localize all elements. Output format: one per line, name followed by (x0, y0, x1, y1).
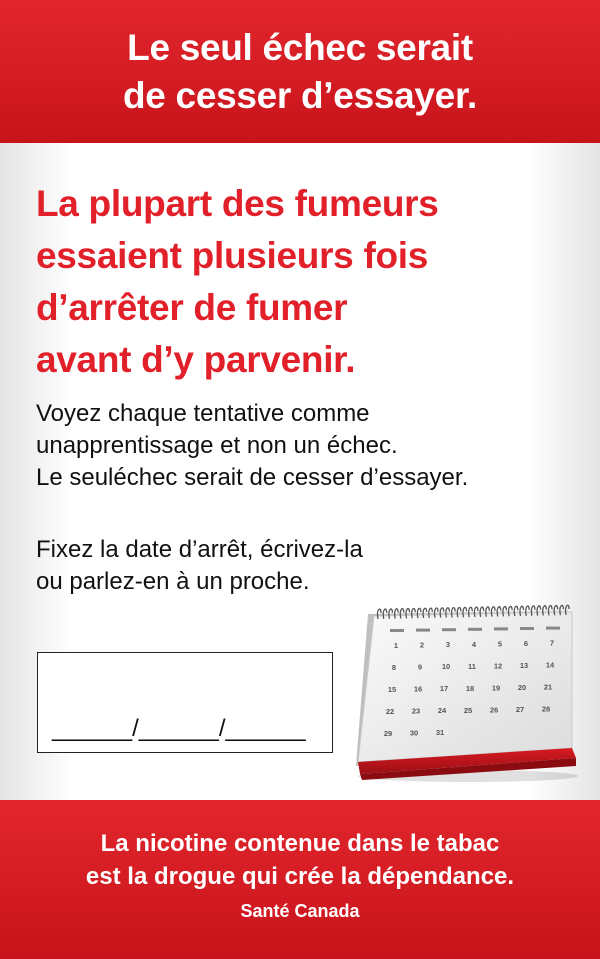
calendar-day: 12 (493, 661, 503, 671)
header-banner (0, 0, 600, 143)
header-line-2: de cesser d’essayer. (122, 75, 477, 116)
advice-paragraph-2 (36, 534, 576, 598)
calendar-day: 10 (441, 662, 451, 672)
calendar-day: 25 (463, 705, 473, 715)
paragraph1-line-3: Le seuléchec serait de cesser d’essayer. (36, 464, 469, 491)
advice-paragraph-1 (36, 398, 576, 494)
footer-line-1: La nicotine contenue dans le tabac (100, 830, 500, 857)
calendar-day: 24 (437, 706, 447, 716)
calendar-day: 2 (419, 640, 425, 650)
quit-date-box[interactable] (37, 652, 333, 753)
calendar-day: 29 (383, 729, 393, 738)
paragraph1-line-1: Voyez chaque tentative comme (36, 400, 370, 427)
calendar-day: 17 (439, 684, 449, 694)
calendar-day: 30 (409, 728, 419, 738)
headline-line-1: La plupart des fumeurs (36, 183, 439, 224)
source-credit: Santé Canada (240, 901, 360, 921)
headline-line-4: avant d’y parvenir. (36, 339, 356, 380)
weekday-label (416, 629, 430, 632)
calendar-day: 9 (417, 662, 423, 672)
calendar-day: 7 (549, 638, 555, 648)
headline-line-2: essaient plusieurs fois (36, 235, 429, 276)
date-blanks: ______/______/______ (52, 715, 306, 742)
weekday-label (520, 627, 534, 630)
calendar-day: 1 (393, 641, 399, 650)
calendar-day: 5 (497, 639, 503, 649)
calendar-day: 20 (517, 683, 527, 692)
calendar-day: 11 (468, 661, 476, 671)
weekday-label (390, 629, 404, 632)
calendar-day: 13 (519, 661, 529, 670)
weekday-label (546, 627, 560, 630)
calendar-day: 16 (413, 684, 423, 694)
weekday-label (442, 628, 456, 631)
calendar-day: 28 (541, 704, 551, 714)
calendar-day: 21 (543, 682, 553, 692)
calendar-day: 22 (385, 707, 395, 716)
weekday-label (494, 627, 508, 630)
calendar-day: 14 (545, 660, 555, 670)
calendar-day: 18 (465, 683, 475, 693)
paragraph1-line-2: unapprentissage et non un échec. (36, 432, 398, 459)
calendar-day: 8 (391, 663, 397, 672)
footer-banner (0, 800, 600, 959)
paragraph2-line-1: Fixez la date d’arrêt, écrivez-la (36, 536, 363, 563)
calendar-day: 31 (435, 728, 445, 738)
headline (36, 178, 576, 386)
calendar-day: 23 (411, 706, 421, 716)
calendar-day: 26 (489, 705, 499, 715)
header-line-1: Le seul échec serait (127, 27, 473, 68)
weekday-label (468, 628, 482, 631)
headline-line-3: d’arrêter de fumer (36, 287, 348, 328)
footer-line-2: est la drogue qui crée la dépendance. (85, 863, 515, 890)
calendar-icon (350, 598, 580, 783)
calendar-day: 27 (515, 705, 525, 714)
paragraph2-line-2: ou parlez-en à un proche. (36, 568, 310, 595)
calendar-day: 6 (523, 639, 529, 648)
calendar-day: 4 (471, 639, 477, 649)
calendar-day: 19 (491, 683, 501, 693)
calendar-day: 3 (445, 640, 451, 650)
calendar-day: 15 (387, 685, 397, 694)
